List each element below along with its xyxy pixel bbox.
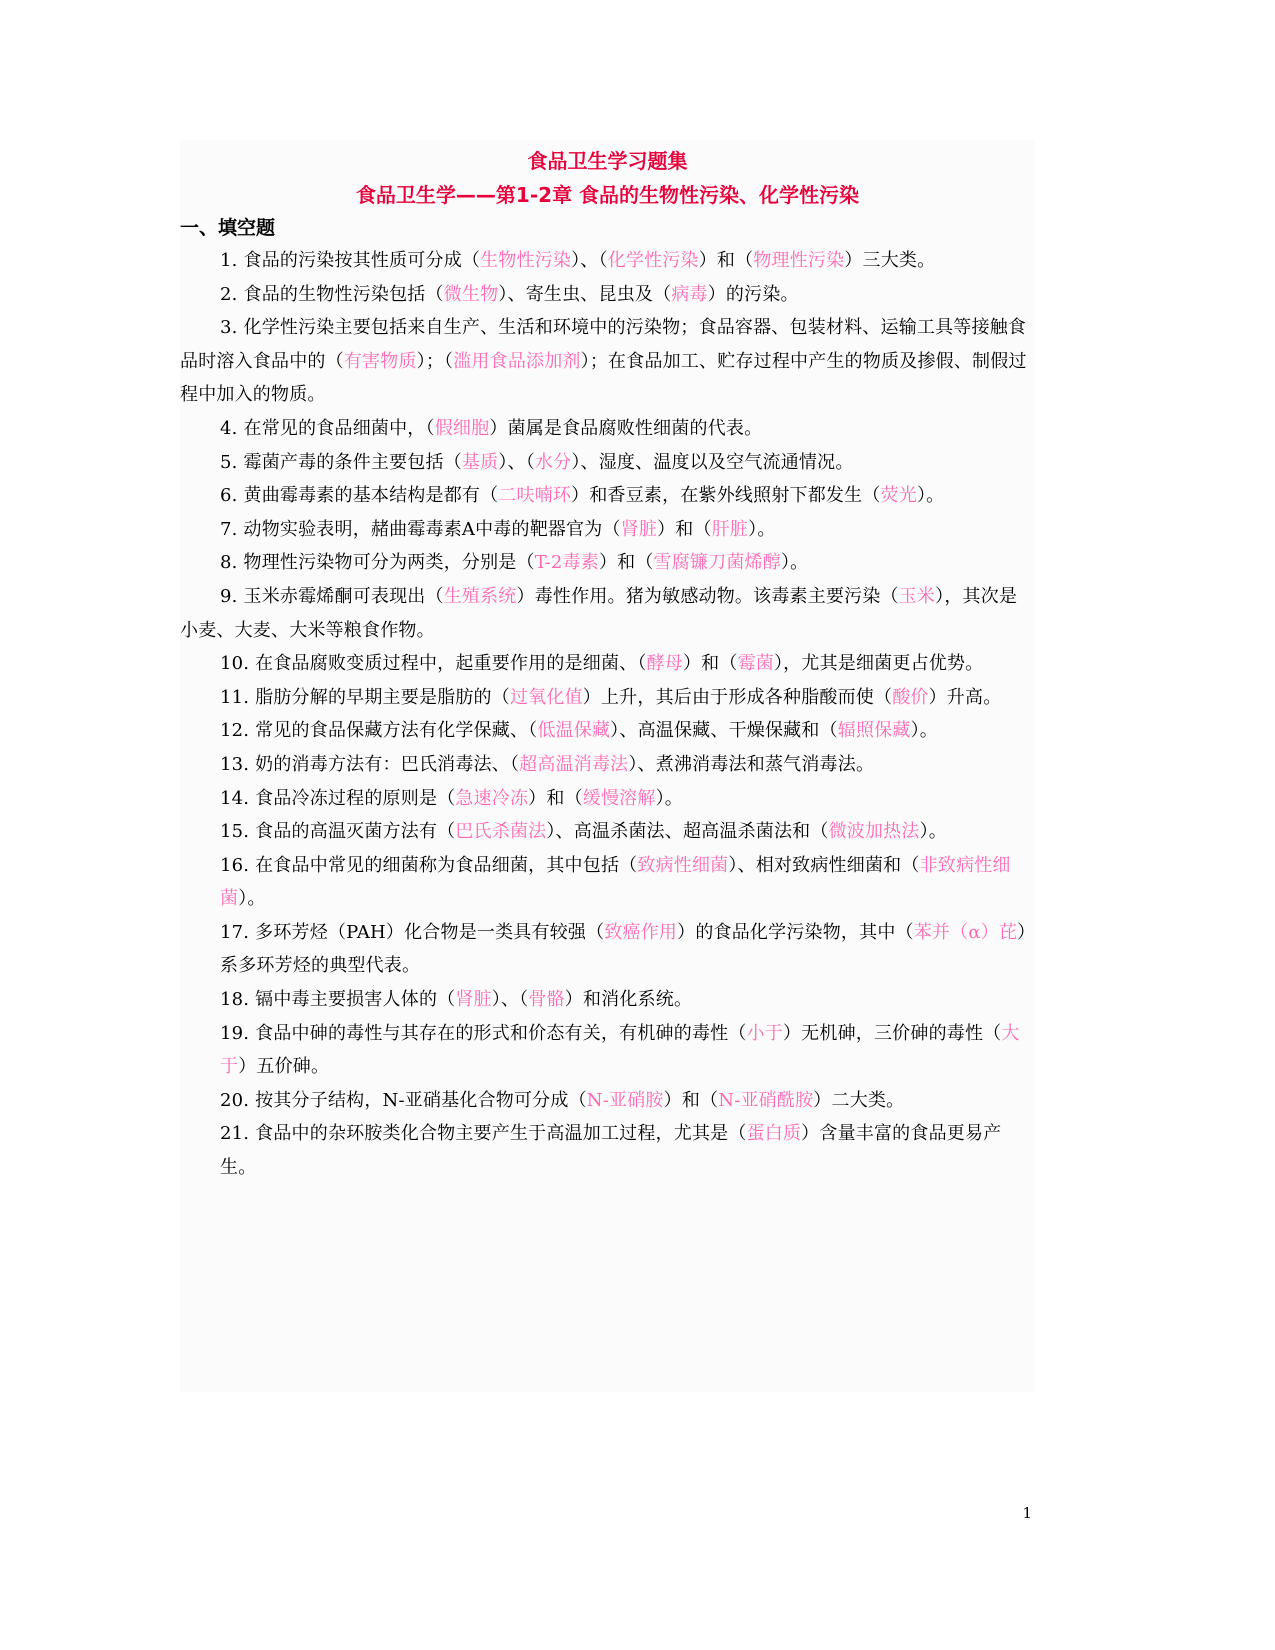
question-number: 13. [220,753,256,775]
answer-text: 假细胞 [434,417,490,439]
answer-text: N-亚硝胺 [586,1089,664,1111]
answer-text: 基质 [461,451,499,473]
answer-text: 肾脏 [620,518,658,540]
question-text: ）。 [919,821,947,843]
question-text: 黄曲霉毒素的基本结构是都有（ [243,485,499,507]
answer-text: 微生物 [443,283,499,305]
question-number: 3. [220,317,244,339]
answer-text: 病毒 [671,283,708,305]
question-text: 镉中毒主要损害人体的（ [255,989,456,1011]
question-item [180,916,1035,983]
document-page [180,140,1035,1392]
question-text: ）；在食品加工、贮存过程中产生的物质及掺假、制假过程中加入的物质。 [180,350,1027,406]
question-item [180,513,1035,547]
question-text: 脂肪分解的早期主要是脂肪的（ [255,686,510,708]
answer-text: 酵母 [646,653,683,675]
question-item [180,1017,1035,1084]
answer-text: 化学性污染 [607,250,699,271]
answer-text: 滥用食品添加剂 [453,350,581,372]
question-text: 食品的生物性污染包括（ [243,283,444,305]
question-number: 12. [220,720,256,742]
question-text: ）、煮沸消毒法和蒸气消毒法。 [628,753,875,775]
question-item [180,1084,1035,1118]
answer-text: 玉米 [898,585,936,607]
question-item [180,244,1035,278]
question-text: 食品中砷的毒性与其存在的形式和价态有关，有机砷的毒性（ [255,1022,747,1044]
question-text: 霉菌产毒的条件主要包括（ [243,451,462,473]
question-text: ）毒性作用。猪为敏感动物。该毒素主要污染（ [516,585,899,607]
question-text: ），尤其是细菌更占优势。 [773,653,984,675]
question-item [180,815,1035,849]
page-number: 1 [1022,1504,1032,1522]
answer-text: 肾脏 [455,989,492,1011]
answer-text: 巴氏杀菌法 [455,821,547,843]
question-item [180,983,1035,1017]
question-number: 17. [220,921,256,943]
question-item [180,546,1035,580]
answer-text: 微波加热法 [828,821,920,843]
question-text: 在食品腐败变质过程中，起重要作用的是细菌、（ [255,653,647,675]
question-item [180,412,1035,446]
question-text: ），其次是小麦、大麦、大米等粮食作物。 [180,585,1018,641]
answer-text: 肝脏 [711,518,749,540]
question-text: 在常见的食品细菌中，（ [243,417,435,439]
answer-text: 生殖系统 [443,585,517,607]
question-item [180,782,1035,816]
chapter-subtitle: 食品卫生学——第1-2章 食品的生物性污染、化学性污染 [355,183,860,207]
question-number: 10. [220,653,256,675]
question-text: ）和香豆素，在紫外线照射下都发生（ [571,485,881,507]
question-text: 常见的食品保藏方法有化学保藏、（ [255,720,538,742]
document-title: 食品卫生学习题集 [527,149,688,173]
question-text: ）和消化系统。 [564,989,693,1011]
question-number: 7. [220,518,244,540]
question-text: ）含量丰富的食品更易产生。 [220,1123,1002,1179]
question-text: ）、（ [491,989,529,1011]
question-text: ）二大类。 [813,1089,905,1111]
question-text: ）五价砷。 [238,1056,330,1078]
question-item [180,748,1035,782]
question-text: ）无机砷，三价砷的毒性（ [782,1022,1002,1044]
question-item [180,849,1035,916]
question-item [180,479,1035,513]
question-text: ）和（ [657,518,712,540]
question-number: 9. [220,585,244,607]
question-text: ）、湿度、温度以及空气流通情况。 [571,451,854,473]
answer-text: 水分 [534,451,572,473]
question-number: 16. [220,854,256,876]
question-text: ）、（ [498,451,535,473]
question-number: 6. [220,485,244,507]
question-number: 20. [220,1089,256,1111]
question-number: 8. [220,552,244,574]
question-list [180,244,1035,1185]
question-text: ）的污染。 [707,283,799,305]
question-text: ）的食品化学污染物，其中（ [677,921,914,943]
question-text: ）和（ [528,787,583,809]
answer-text: 缓慢溶解 [582,787,656,809]
answer-text: 荧光 [880,485,917,507]
question-item [180,580,1035,647]
question-text: ）。 [780,552,809,574]
answer-text: 物理性污染 [753,250,845,271]
question-text: ）系多环芳烃的典型代表。 [220,921,1027,977]
question-text: ）三大类。 [844,250,936,271]
question-number: 5. [220,451,244,473]
question-number: 14. [220,787,256,809]
question-text: 玉米赤霉烯酮可表现出（ [243,585,444,607]
question-text: ）。 [916,485,945,507]
answer-text: 蛋白质 [746,1123,802,1145]
question-text: 奶的消毒方法有：巴氏消毒法、（ [255,753,520,775]
question-item [180,278,1035,312]
answer-text: 苯并（α）芘 [913,921,1018,943]
question-text: 食品的高温灭菌方法有（ [255,821,456,843]
question-text: 在食品中常见的细菌称为食品细菌，其中包括（ [255,854,638,876]
answer-text: 低温保藏 [537,720,611,742]
question-text: ）、相对致病性细菌和（ [728,854,920,876]
question-text: 食品中的杂环胺类化合物主要产生于高温加工过程，尤其是（ [255,1123,747,1145]
question-text: 动物实验表明，赭曲霉毒素A中毒的靶器官为（ [243,518,621,540]
question-item [180,647,1035,681]
question-item [180,681,1035,715]
answer-text: T-2毒素 [534,552,599,574]
answer-text: 致癌作用 [604,921,678,943]
answer-text: 过氧化值 [509,686,583,708]
question-number: 21. [220,1123,256,1145]
answer-text: 酸价 [892,686,929,708]
answer-text: 小于 [746,1022,783,1044]
question-text: ）升高。 [928,686,1002,708]
question-text: ）和（ [598,552,654,574]
answer-text: 雪腐镰刀菌烯醇 [653,552,781,574]
answer-text: 致病性细菌 [637,854,729,876]
question-text: 食品冷冻过程的原则是（ [255,787,456,809]
question-text: ）、高温保藏、干燥保藏和（ [610,720,838,742]
question-number: 18. [220,989,256,1011]
question-text: ）菌属是食品腐败性细菌的代表。 [489,417,763,439]
question-number: 19. [220,1022,256,1044]
question-text: ）。 [238,888,266,910]
question-text: ）、寄生虫、昆虫及（ [498,283,672,305]
answer-text: 非致病性细菌 [220,854,1011,910]
question-text: ）。 [655,787,683,809]
answer-text: 骨骼 [528,989,565,1011]
question-text: 按其分子结构，N-亚硝基化合物可分成（ [255,1089,587,1111]
answer-text: 超高温消毒法 [519,753,629,775]
question-text: 食品的污染按其性质可分成（ [243,250,481,271]
answer-text: 霉菌 [737,653,774,675]
question-number: 1. [220,250,244,271]
question-text: ）、（ [571,250,608,271]
question-number: 11. [220,686,256,708]
answer-text: N-亚硝酰胺 [718,1089,814,1111]
section-heading: 一、填空题 [180,217,276,239]
question-text: 多环芳烃（PAH）化合物是一类具有较强（ [255,921,605,943]
answer-text: 二呋喃环 [498,485,572,507]
question-text: ）；（ [416,350,454,372]
question-item [180,714,1035,748]
question-number: 4. [220,417,244,439]
answer-text: 大于 [220,1022,1020,1078]
answer-text: 有害物质 [343,350,417,372]
question-text: ）、高温杀菌法、超高温杀菌法和（ [546,821,829,843]
question-text: ）上升，其后由于形成各种脂酸而使（ [582,686,893,708]
question-item [180,446,1035,480]
answer-text: 生物性污染 [480,250,572,271]
question-text: ）和（ [663,1089,719,1111]
answer-text: 辐照保藏 [837,720,911,742]
answer-text: 急速冷冻 [455,787,529,809]
question-item [180,1117,1035,1184]
question-text: 物理性污染物可分为两类，分别是（ [243,552,535,574]
question-text: ）。 [910,720,938,742]
question-number: 2. [220,283,244,305]
question-text: ）。 [748,518,776,540]
question-text: 化学性污染主要包括来自生产、生活和环境中的污染物；食品容器、包装材料、运输工具等接触食品时溶入食品中的（ [180,317,1027,372]
question-item [180,311,1035,412]
question-text: ）和（ [698,250,754,271]
question-text: ）和（ [682,653,738,675]
question-number: 15. [220,821,256,843]
